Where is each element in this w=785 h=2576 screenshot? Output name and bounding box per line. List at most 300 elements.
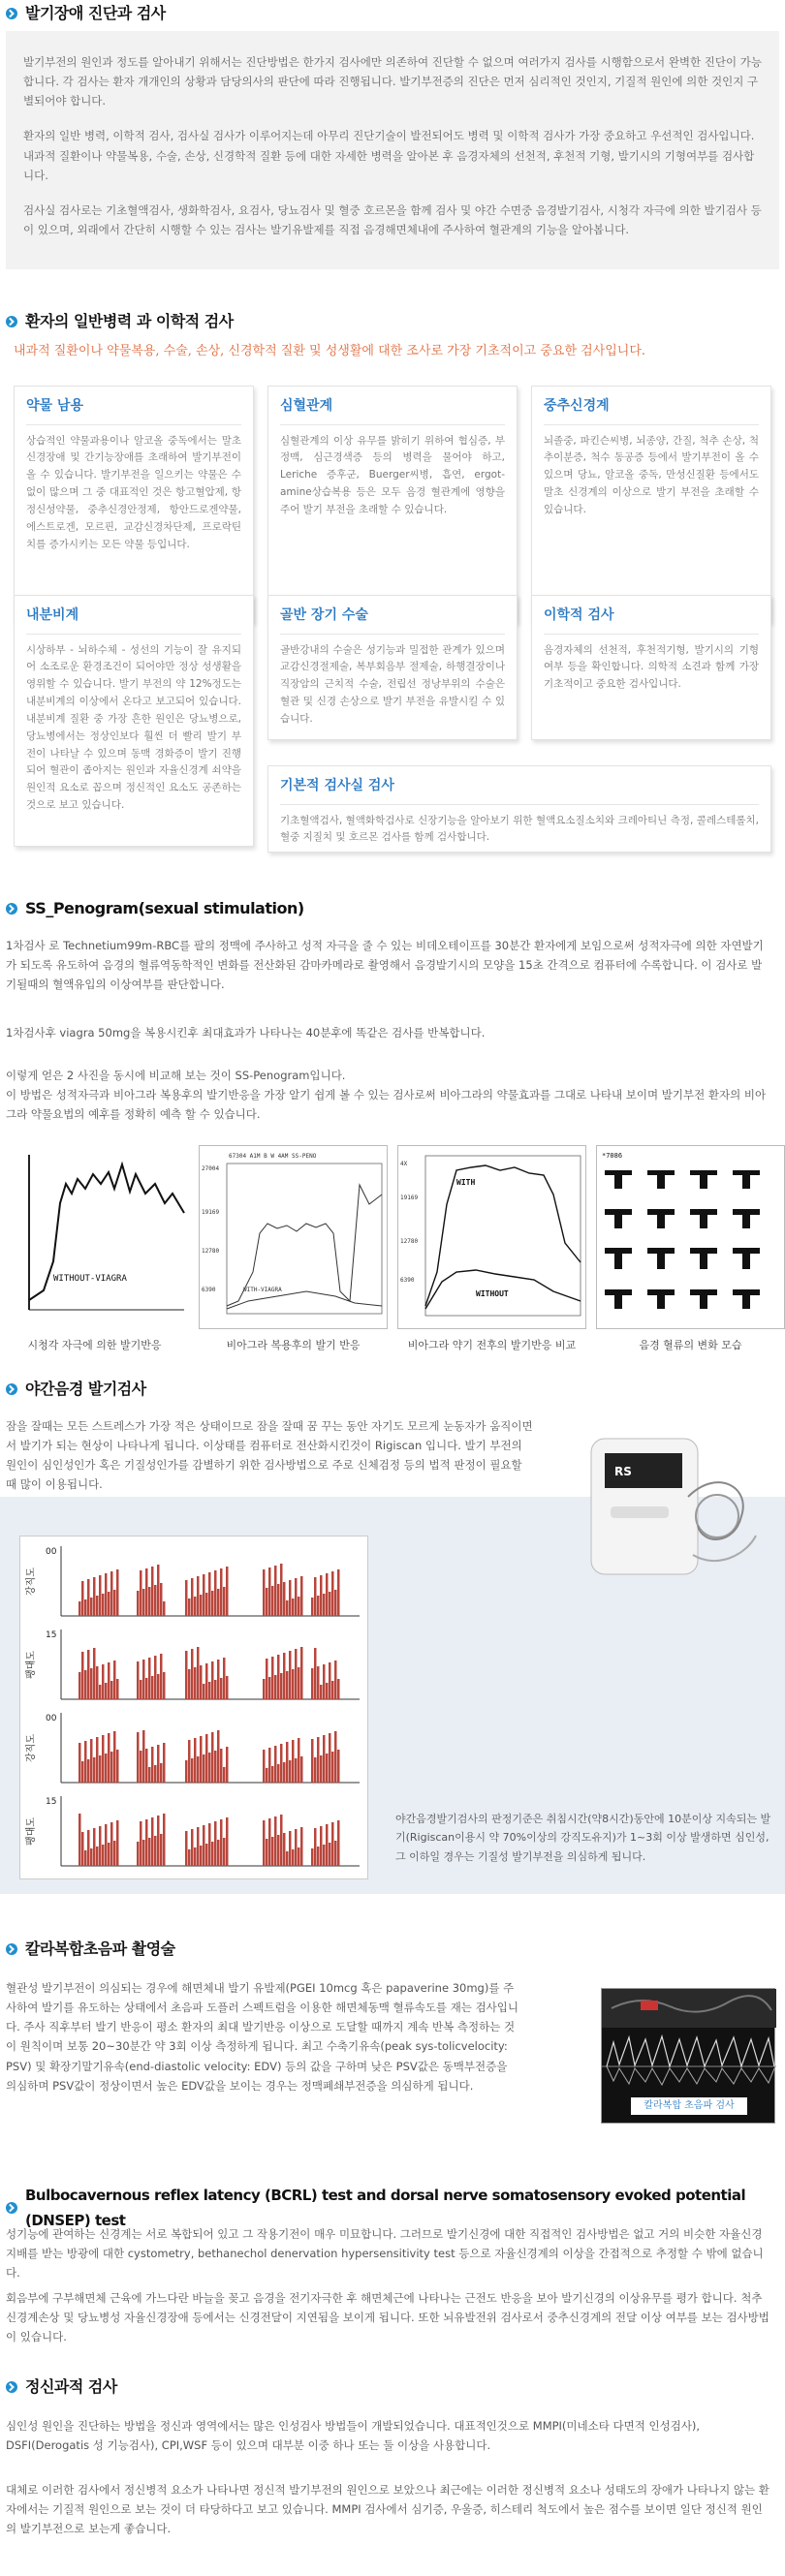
chart-bar: [142, 1840, 145, 1866]
row-label: 강직도: [26, 1734, 37, 1762]
tick-label: 4X: [400, 1161, 408, 1167]
bullet-icon: [6, 8, 17, 19]
chart-bar: [108, 1733, 110, 1783]
chart-bar: [320, 1685, 323, 1699]
chart-bar: [283, 1833, 286, 1866]
chart-bar: [311, 1848, 314, 1866]
card-text: 시상하부 - 뇌하수체 - 성선의 기능이 잘 유지되어 소조로운 환경조건이 되어야만 정상 성생활을 영위할 수 있습니다. 발기 부전의 약 12%정도는 내분비계의 이상에서 온다고 보고되어 있습니다. 내분비계 질환 중 가장 흔한 원인은 당뇨병으로, 당뇨병에서는 정상인보다 훨씬 더 빨리 발기 부전이 나타날 수 있으며 동맥 경화증이 발기 진행되어 혈관이 좁아지는 원인과 자율신경계 쇠약을 원인적 요소로 꼽으며 정신적인 요소도 공존하는 것으로 보고 있습니다.: [26, 643, 241, 812]
chart-bar: [283, 1653, 286, 1699]
chart-bar: [277, 1584, 280, 1616]
chart-bar: [145, 1678, 148, 1699]
intro-box: [6, 31, 779, 269]
section-title: 발기장애 진단과 검사: [6, 0, 166, 27]
chart-bar: [263, 1820, 266, 1866]
chart-bar: [84, 1850, 87, 1866]
chart-bar: [266, 1839, 268, 1866]
chart-bar: [108, 1843, 110, 1866]
chart-bar: [191, 1758, 194, 1783]
chart-bar: [295, 1649, 298, 1699]
fig-label: *7086: [602, 1152, 623, 1160]
chart-bar: [140, 1821, 142, 1866]
chart-bar: [105, 1683, 108, 1699]
chart-bar: [157, 1745, 160, 1783]
chart-bar: [314, 1828, 317, 1866]
chart-bar: [298, 1667, 300, 1699]
tick-label: 27004: [202, 1165, 220, 1172]
tick-label: 00: [46, 1547, 57, 1557]
chart-bar: [102, 1735, 105, 1783]
chart-bar: [163, 1601, 166, 1616]
chart-bar: [317, 1737, 320, 1783]
chart-bar: [280, 1744, 283, 1783]
card-endocrine: [14, 595, 254, 847]
chart-bar: [317, 1666, 320, 1699]
figure-caption: 시청각 자극에 의한 발기반응: [27, 1339, 162, 1351]
chart-bar: [289, 1580, 292, 1616]
chart-bar: [286, 1600, 289, 1616]
chart-bar: [87, 1579, 90, 1616]
chart-bar: [194, 1847, 197, 1866]
chart-bar: [197, 1576, 200, 1616]
chart-bar: [214, 1570, 217, 1616]
card-drug-abuse: [14, 386, 254, 623]
chart-bar: [99, 1826, 102, 1866]
chart-bar: [266, 1659, 268, 1699]
chart-bar: [108, 1592, 110, 1616]
chart-bar: [323, 1735, 326, 1783]
chart-bar: [99, 1755, 102, 1783]
chart-bar: [108, 1662, 110, 1699]
chart-bar: [334, 1660, 337, 1699]
card-cardiovascular: [267, 386, 518, 623]
chart-bar: [96, 1847, 99, 1866]
chart-bar: [223, 1587, 226, 1616]
tick-label: 19169: [202, 1209, 220, 1216]
chart-bar: [295, 1829, 298, 1866]
chart-bar: [217, 1840, 220, 1866]
chart-bar: [137, 1842, 140, 1866]
chart-bar: [188, 1598, 191, 1616]
chart-bar: [311, 1668, 314, 1699]
section-title: SS_Penogram(sexual stimulation): [6, 895, 304, 922]
chart-bar: [140, 1751, 142, 1783]
chart-bar: [223, 1658, 226, 1699]
graph-image: [398, 1146, 587, 1330]
chart-bar: [160, 1763, 163, 1783]
figure-caption: 음경 혈류의 변화 모습: [639, 1339, 742, 1351]
card-text: 음경자체의 선천적, 후천적기형, 발기시의 기형여부 등을 확인합니다. 의학적 소견과 함께 가장 기초적이고 중요한 검사입니다.: [544, 643, 759, 691]
chart-bar: [194, 1738, 197, 1783]
chart-bar: [84, 1741, 87, 1783]
tick-label: 19169: [400, 1195, 419, 1201]
chart-bar: [298, 1847, 300, 1866]
chart-bar: [220, 1749, 223, 1783]
chart-bar: [268, 1567, 271, 1616]
chart-bar: [96, 1596, 99, 1616]
chart-bar: [337, 1569, 340, 1616]
chart-bar: [160, 1583, 163, 1616]
chart-bar: [154, 1836, 157, 1866]
chart-bar: [110, 1752, 113, 1783]
chart-bar: [142, 1660, 145, 1699]
chart-bar: [329, 1662, 331, 1699]
chart-bar: [205, 1734, 208, 1783]
chart-bar: [283, 1762, 286, 1783]
card-cns: [531, 386, 771, 623]
card-basic-lab: [267, 765, 771, 853]
chart-bar: [194, 1597, 197, 1616]
chart-bar: [277, 1655, 280, 1699]
chart-bar: [185, 1651, 188, 1699]
row-label: 팽대도: [26, 1817, 37, 1846]
intro-paragraph: 발기부전의 원인과 정도를 알아내기 위해서는 진단방법은 한가지 검사에만 의존하여 진단할 수 없으며 여러가지 검사를 시행함으로서 완벽한 진단이 가능합니다. 각 검사는 환자 개개인의 상황과 담당의사의 판단에 따라 진행됩니다. 발기부전증의 진단은 먼저 심리적인 것인지, 기질적 원인에 의한 것인지 구별되어야 합니다.: [23, 55, 763, 109]
chart-bar: [220, 1678, 223, 1699]
chart-bar: [113, 1660, 116, 1699]
chart-bar: [268, 1818, 271, 1866]
chart-bar: [320, 1755, 323, 1783]
graph-image: [0, 1145, 189, 1329]
chart-bar: [163, 1743, 166, 1783]
figure-caption: 비아그라 약기 전후의 발기반응 비교: [407, 1339, 577, 1351]
chart-bar: [151, 1817, 154, 1866]
chart-bar: [268, 1748, 271, 1783]
tick-label: 12780: [400, 1238, 419, 1245]
chart-bar: [142, 1589, 145, 1616]
chart-bar: [271, 1657, 274, 1699]
chart-bar: [93, 1828, 96, 1866]
chart-bar: [90, 1848, 93, 1866]
tick-label: 15: [46, 1797, 57, 1807]
chart-bar: [277, 1835, 280, 1866]
chart-bar: [280, 1673, 283, 1699]
chart-bar: [280, 1815, 283, 1866]
chart-bar: [329, 1733, 331, 1783]
fig-label: 67304 A1M B W 4AM SS-PENO: [229, 1153, 317, 1160]
chart-bar: [78, 1672, 81, 1699]
chart-bar: [113, 1731, 116, 1783]
chart-bar: [283, 1582, 286, 1616]
chart-bar: [90, 1668, 93, 1699]
chart-bar: [226, 1747, 229, 1783]
chart-bar: [81, 1761, 84, 1783]
chart-bar: [217, 1589, 220, 1616]
chart-bar: [105, 1573, 108, 1616]
chart-bar: [81, 1581, 84, 1616]
chart-bar: [116, 1679, 119, 1699]
chart-bar: [78, 1743, 81, 1783]
chart-bar: [274, 1566, 277, 1616]
chart-bar: [214, 1821, 217, 1866]
chart-bar: [137, 1661, 140, 1699]
chart-bar: [90, 1739, 93, 1783]
chart-bar: [286, 1851, 289, 1866]
chart-bar: [263, 1679, 266, 1699]
tick-label: 6390: [400, 1277, 415, 1284]
chart-bar: [271, 1837, 274, 1866]
chart-bar: [116, 1750, 119, 1783]
chart-bar: [110, 1681, 113, 1699]
chart-bar: [163, 1814, 166, 1866]
chart-bar: [323, 1664, 326, 1699]
chart-bar: [214, 1751, 217, 1783]
chart-bar: [217, 1660, 220, 1699]
card-physical-exam: [531, 595, 771, 740]
figure-visual-stimulation: [0, 1145, 189, 1329]
chart-bar: [277, 1764, 280, 1783]
chart-bar: [188, 1740, 191, 1783]
section-title: 칼라복합초음파 촬영술: [6, 1936, 175, 1963]
chart-bar: [286, 1671, 289, 1699]
chart-bar: [334, 1590, 337, 1616]
chart-bar: [157, 1674, 160, 1699]
chart-bar: [337, 1820, 340, 1866]
paragraph: 잠을 잘때는 모든 스트레스가 가장 적은 상태이므로 잠을 잘때 꿈 꾸는 동안 자기도 모르게 눈동자가 움직이면서 발기가 되는 현상이 나타나게 됩니다. 이상태를 컴퓨터로 전산화시킨것이 Rigiscan 입니다. 발기 부전의 원인이 심인성인가 혹은 기질성인가를 감별하기 위한 검사방법으로 주로 신체검정 등의 법적 판정이 필요할 때 많이 이용됩니다.: [6, 1419, 533, 1492]
chart-bar: [326, 1754, 329, 1783]
chart-bar: [105, 1824, 108, 1866]
bullet-icon: [6, 316, 17, 327]
svg-text:RS: RS: [614, 1465, 632, 1478]
chart-bar: [208, 1682, 211, 1699]
chart-bar: [78, 1601, 81, 1616]
paragraph: 성기능에 관여하는 신경계는 서로 복합되어 있고 그 작용기전이 매우 미묘합니다. 그러므로 발기신경에 대한 직접적인 검사방법은 없고 거의 비슷한 자율신경지배를 받는 방광에 대한 cystometry, bethanechol denervation hypersensitivity test 등으로 자율신경계의 이상을 간접적으로 추정할 수 밖에 없습니다.: [6, 2227, 764, 2281]
chart-bar: [268, 1677, 271, 1699]
ultrasound-image: [601, 1988, 775, 2124]
chart-bar: [286, 1742, 289, 1783]
chart-bar: [87, 1759, 90, 1783]
chart-bar: [274, 1675, 277, 1699]
chart-bar: [203, 1574, 205, 1616]
chart-bar: [274, 1816, 277, 1866]
chart-bar: [99, 1685, 102, 1699]
card-title: 기본적 검사실 검사: [280, 766, 759, 805]
chart-bar: [298, 1738, 300, 1783]
paragraph: 혈관성 발기부전이 의심되는 경우에 해면체내 발기 유발제(PGEI 10mcg 혹은 papaverine 30mg)를 주사하여 발기를 유도하는 상태에서 초음파 도플러 스펙트럼을 이용한 해면체동맥 혈류속도를 재는 검사입니다. 주사 직후부터 발기 반응이 평소 환자의 최대 발기반응 이상으로 도달할 때까지 계속 반복 측정하는 것이 원칙이며 보통 20~30분간 약 3회 이상 측정하게 됩니다. 최고 수축기유속(peak sys-tolicvelocity: PSV) 및 확장기말기유속(end-diastolic velocity: EDV) 등의 값을 구하며 낮은 PSV값은 동맥부전증을 의심하며 PSV값이 정상이면서 높은 EDV값을 보이는 경우는 정맥폐쇄부전증을 의심하게 됩니다.: [6, 1981, 519, 2093]
chart-bar: [113, 1590, 116, 1616]
chart-bar: [211, 1732, 214, 1783]
chart-svg: [20, 1536, 369, 1880]
chart-bar: [151, 1567, 154, 1616]
chart-bar: [140, 1680, 142, 1699]
chart-bar: [323, 1594, 326, 1616]
chart-bar: [266, 1588, 268, 1616]
chart-bar: [326, 1824, 329, 1866]
chart-bar: [337, 1679, 340, 1699]
section-title: 야간음경 발기검사: [6, 1376, 146, 1403]
chart-bar: [84, 1670, 87, 1699]
graph-image: [200, 1146, 389, 1330]
chart-bar: [289, 1760, 292, 1783]
chart-bar: [214, 1680, 217, 1699]
chart-bar: [87, 1830, 90, 1866]
chart-bar: [185, 1831, 188, 1866]
bullet-icon: [6, 903, 17, 915]
chart-bar: [200, 1846, 203, 1866]
chart-bar: [116, 1569, 119, 1616]
chart-bar: [148, 1767, 151, 1783]
card-text: 골반강내의 수술은 성기능과 밀접한 관계가 있으며 교감신경절제술, 복부회음부 절제술, 하행결장이나 직장암의 근치적 수술, 전립선 정낭부위의 수술은 혈관 및 신경 손상으로 발기 부전을 유발시킬 수 있습니다.: [280, 643, 505, 725]
chart-bar: [105, 1754, 108, 1783]
section-title: 정신과적 검사: [6, 2374, 117, 2401]
chart-bar: [226, 1567, 229, 1616]
chart-bar: [300, 1827, 303, 1866]
chart-bar: [223, 1838, 226, 1866]
figure-after-viagra: [199, 1145, 388, 1329]
chart-bar: [140, 1570, 142, 1616]
tick-label: 12780: [202, 1248, 220, 1255]
card-pelvic-surgery: [267, 595, 518, 740]
chart-bar: [116, 1820, 119, 1866]
chart-bar: [334, 1841, 337, 1866]
intro-paragraph: 검사실 검사로는 기초혈액검사, 생화학검사, 요검사, 당뇨검사 및 혈중 호르몬을 함께 검사 및 야간 수면중 음경발기검사, 시청각 자극에 의한 발기검사 등이 있으며, 외래에서 간단히 시행할 수 있는 검사는 발기유발제를 직접 음경해면체내에 주사하여 혈관계의 기능을 알아봅니다.: [23, 202, 762, 236]
chart-bar: [289, 1651, 292, 1699]
rigiscan-device-image: [572, 1410, 766, 1584]
penile-scan-image: [597, 1146, 785, 1330]
chart-bar: [205, 1844, 208, 1866]
chart-bar: [188, 1669, 191, 1699]
chart-bar: [292, 1740, 295, 1783]
chart-bar: [160, 1654, 163, 1699]
bullet-icon: [6, 1383, 17, 1395]
chart-bar: [185, 1580, 188, 1616]
figure-before-after-comparison: [397, 1145, 586, 1329]
bullet-icon: [6, 2202, 17, 2214]
chart-bar: [295, 1758, 298, 1783]
chart-bar: [93, 1577, 96, 1616]
chart-bar: [197, 1827, 200, 1866]
chart-bar: [271, 1766, 274, 1783]
card-title: 약물 남용: [26, 387, 241, 425]
chart-bar: [110, 1571, 113, 1616]
chart-bar: [200, 1665, 203, 1699]
card-title: 골반 장기 수술: [280, 596, 505, 635]
chart-bar: [220, 1819, 223, 1866]
chart-bar: [102, 1664, 105, 1699]
chart-bar: [217, 1730, 220, 1783]
chart-bar: [185, 1760, 188, 1783]
chart-bar: [320, 1826, 323, 1866]
chart-bar: [311, 1598, 314, 1616]
chart-bar: [326, 1573, 329, 1616]
chart-bar: [151, 1747, 154, 1783]
chart-bar: [200, 1736, 203, 1783]
tick-label: 00: [46, 1714, 57, 1723]
chart-bar: [160, 1834, 163, 1866]
chart-bar: [137, 1732, 140, 1783]
chart-bar: [157, 1565, 160, 1616]
chart-bar: [99, 1575, 102, 1616]
chart-bar: [280, 1564, 283, 1616]
chart-bar: [292, 1849, 295, 1866]
chart-bar: [334, 1731, 337, 1783]
chart-bar: [226, 1817, 229, 1866]
tick-label: 15: [46, 1630, 57, 1640]
chart-bar: [142, 1730, 145, 1783]
fig-label: WITHOUT: [476, 1289, 509, 1298]
section-subtitle: 내과적 질환이나 약물복용, 수술, 손상, 신경학적 질환 및 성생활에 대한 조사로 가장 기초적이고 중요한 검사입니다.: [14, 344, 646, 358]
chart-bar: [220, 1568, 223, 1616]
chart-bar: [145, 1749, 148, 1783]
intro-paragraph: 환자의 일반 병력, 이학적 검사, 검사실 검사가 이루어지는데 아무리 진단기술이 발전되어도 병력 및 이학적 검사가 가장 중요하고 우선적인 검사입니다. 내과적 질환이나 약물복용, 수술, 손상, 신경학적 질환 등에 대한 자세한 병력을 알아본 후 음경자체의 선천적, 후천적 기형, 발기시의 기형여부를 검사합니다.: [23, 129, 755, 182]
chart-bar: [102, 1594, 105, 1616]
chart-bar: [96, 1737, 99, 1783]
row-label: 강직도: [26, 1567, 37, 1596]
rigiscan-chart: [19, 1536, 368, 1879]
chart-bar: [314, 1757, 317, 1783]
chart-bar: [93, 1648, 96, 1699]
chart-bar: [208, 1753, 211, 1783]
fig-label: WITH: [456, 1178, 476, 1187]
chart-bar: [320, 1575, 323, 1616]
chart-bar: [329, 1592, 331, 1616]
paragraph: 회음부에 구부해면체 근육에 가느다란 바늘을 꽂고 음경을 전기자극한 후 해면체근에 나타나는 근전도 반응을 보아 발기신경의 이상유무를 평가 합니다. 척추신경계손상 및 당뇨병성 자율신경장애 등에서는 신경전달이 지연됨을 보이게 됩니다. 또한 뇌유발전위 검사로서 중추신경계의 전달 이상 여부를 보는 검사방법이 있습니다.: [6, 2291, 769, 2344]
chart-bar: [311, 1739, 314, 1783]
paragraph: 1차검사 로 Technetium99m-RBC를 팔의 정맥에 주사하고 성적 자극을 줄 수 있는 비데오테이프를 30분간 환자에게 보임으로써 성적자극에 의한 자연발기가 되도록 유도하여 음경의 혈류역동학적인 변화를 전산화된 감마카메라로 촬영해서 음경발기시의 모양을 15초 간격으로 컴퓨터에 수록합니다. 이 검사로 발기될때의 혈액유입의 이상여부를 판단합니다.: [6, 939, 764, 992]
chart-bar: [300, 1756, 303, 1783]
chart-bar: [314, 1648, 317, 1699]
chart-bar: [326, 1683, 329, 1699]
chart-bar: [211, 1661, 214, 1699]
chart-bar: [205, 1663, 208, 1699]
card-title: 중추신경계: [544, 387, 759, 425]
chart-bar: [211, 1842, 214, 1866]
card-text: 기초혈액검사, 혈액화학검사로 신장기능을 알아보기 위한 혈액요소질소치와 크레아티닌 측정, 콜레스테롤치, 혈중 지질치 및 호르몬 검사를 함께 검사합니다.: [280, 814, 759, 844]
section-title: Bulbocavernous reflex latency (BCRL) test and dorsal nerve somatosensory evoked potential (DNSEP) test: [6, 2183, 785, 2234]
chart-bar: [223, 1767, 226, 1783]
chart-bar: [292, 1598, 295, 1616]
chart-bar: [154, 1656, 157, 1699]
chart-bar: [163, 1672, 166, 1699]
chart-bar: [208, 1572, 211, 1616]
chart-bar: [205, 1593, 208, 1616]
image-caption: 칼라복합 초음파 검사: [631, 2097, 747, 2115]
chart-bar: [78, 1814, 81, 1866]
tick-label: 6390: [202, 1287, 216, 1293]
chart-bar: [263, 1569, 266, 1616]
chart-bar: [271, 1586, 274, 1616]
paragraph: 야간음경발기검사의 판정기준은 취침시간(약8시간)동안에 10분이상 지속되는 발기(Rigiscan이용시 약 70%이상의 강직도유지)가 1~3회 이상 발생하면 심인성, 그 이하일 경우는 기질성 발기부전을 의심하게 됩니다.: [395, 1813, 771, 1863]
chart-bar: [148, 1838, 151, 1866]
chart-bar: [331, 1822, 334, 1866]
chart-bar: [203, 1684, 205, 1699]
chart-bar: [323, 1845, 326, 1866]
chart-bar: [203, 1754, 205, 1783]
chart-bar: [188, 1849, 191, 1866]
card-text: 뇌졸중, 파킨슨씨병, 뇌종양, 간질, 척추 손상, 척추이분증, 척수 동공증 등에서 발기부전이 올 수 있으며 당뇨, 알코올 중독, 만성신질환 등에서도 말초 신경계의 이상으로 발기 부전을 초래할 수 있습니다.: [544, 434, 759, 515]
chart-bar: [292, 1669, 295, 1699]
paragraph: 대체로 이러한 검사에서 정신병적 요소가 나타나면 정신적 발기부전의 원인으로 보았으나 최근에는 이러한 정신병적 요소나 성태도의 장애가 나타나지 않는 환자에서는 기질적 원인으로 보는 것이 더 타당하다고 보고 있습니다. MMPI 검사에서 심기증, 우울증, 히스테리 척도에서 높은 점수를 보이면 일단 정신적 원인의 발기부전으로 보는게 좋습니다.: [6, 2483, 769, 2536]
card-text: 심혈관계의 이상 유무를 밝히기 위하여 협심증, 부정맥, 심근경색증 등의 병력을 물어야 하고, Leriche 증후군, Buerger씨병, 흡연, ergot-amine상습복용 등은 모두 음경 혈관계에 영향을 주어 발기 부전을 초래할 수 있습니다.: [280, 434, 505, 515]
chart-bar: [200, 1595, 203, 1616]
bullet-icon: [6, 2381, 17, 2393]
chart-bar: [157, 1816, 160, 1866]
card-title: 이학적 검사: [544, 596, 759, 635]
chart-bar: [93, 1757, 96, 1783]
chart-bar: [289, 1831, 292, 1866]
chart-bar: [191, 1649, 194, 1699]
chart-bar: [295, 1578, 298, 1616]
chart-bar: [151, 1676, 154, 1699]
chart-bar: [84, 1599, 87, 1616]
chart-bar: [191, 1829, 194, 1866]
paragraph: 1차검사후 viagra 50mg을 복용시킨후 최대효과가 나타나는 40분후에 똑같은 검사를 반복합니다.: [6, 1026, 486, 1040]
chart-bar: [137, 1591, 140, 1616]
chart-bar: [145, 1819, 148, 1866]
chart-bar: [317, 1847, 320, 1866]
chart-bar: [331, 1681, 334, 1699]
paragraph: 이렇게 얻은 2 사진을 동시에 비교해 보는 것이 SS-Penogram입니다. 이 방법은 성적자극과 비아그라 복용후의 발기반응을 가장 알기 쉽게 볼 수 있는 검사로써 비아그라의 약물효과를 그대로 나타내 보이며 발기부전 환자의 비아그라 약물요법의 예후를 정확히 예측 할 수 있습니다.: [6, 1069, 767, 1122]
card-text: 상습적인 약물과용이나 알코올 중독에서는 말초신경장애 및 간기능장애를 초래하여 발기부전이 올 수 있습니다. 발기부전을 일으키는 약물은 수없이 많으며 그 중 대표적인 것은 항고혈압제, 항정신성약물, 중추신경안정제, 항안드로겐약물, 에스트로겐, 모르핀, 교감신경차단제, 프로락틴치를 증가시키는 모든 약물 등입니다.: [26, 434, 241, 550]
paragraph: 심인성 원인을 진단하는 방법을 정신과 영역에서는 많은 인성검사 방법들이 개발되었습니다. 대표적인것으로 MMPI(미네소타 다면적 인성검사), DSFI(Derogatis 성 기능검사), CPI,WSF 등이 있으며 대부분 이중 하나 또는 둘 이상을 사용합니다.: [6, 2419, 701, 2453]
